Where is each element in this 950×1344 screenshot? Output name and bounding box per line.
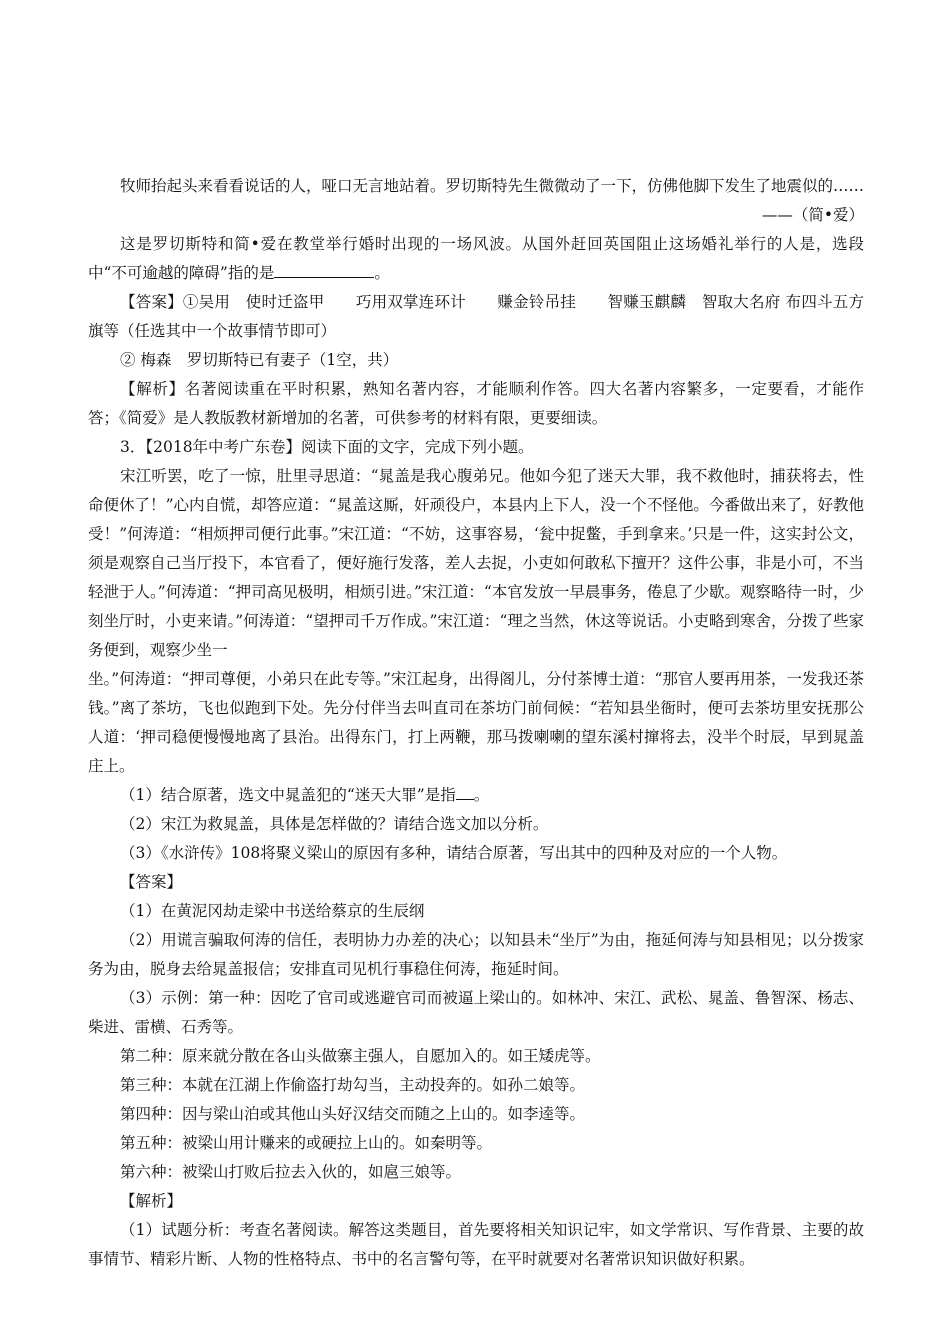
kind-item: 第五种：被梁山用计赚来的或硬拉上山的。如秦明等。 [120,1134,493,1152]
passage-paragraph-b: 坐。”何涛道：“押司尊便，小弟只在此专等。”宋江起身，出得阁儿，分付茶博士道：“那官人要再用茶，一发我还茶钱。”离了茶坊，飞也似跑到下处。先分付伴当去叫直司在茶坊门前伺候：“若知县坐衙时，便可去茶坊里安抚那公人道：‘押司稳便慢慢地离了县治。出得东门，打上两鞭，那马拨喇喇的望东溪村撺将去，没半个时辰，早到晁盖庄上。 [88,670,864,775]
answer-item-2: （2）用谎言骗取何涛的信任，表明协力办差的决心；以知县未“坐厅”为由，拖延何涛与知县相见；以分拨家务为由，脱身去给晁盖报信；安排直司见机行事稳住何涛，拖延时间。 [88,931,864,978]
kind-item: 第六种：被梁山打败后拉去入伙的，如扈三娘等。 [120,1163,462,1181]
kind-item: 第三种：本就在江湖上作偷盗打劫勾当，主动投奔的。如孙二娘等。 [120,1076,586,1094]
source-citation: ——（简•爱） [761,206,864,224]
answer-label: 【答案】 [120,873,183,891]
question-paragraph [88,230,864,288]
document-page [88,172,864,1274]
sub-question-1 [88,781,864,810]
question-3-title: 3．【2018年中考广东卷】阅读下面的文字，完成下列小题。 [120,438,534,456]
answer-line-1: 【答案】①吴用 使时迁盗甲 巧用双掌连环计 赚金铃吊挂 智赚玉麒麟 智取大名府 布四斗五方旗等（任选其中一个故事情节即可） [88,293,864,340]
kind-item: 第二种：原来就分散在各山头做寨主强人，自愿加入的。如王矮虎等。 [120,1047,601,1065]
kind-item: 第四种：因与梁山泊或其他山头好汉结交而随之上山的。如李逵等。 [120,1105,586,1123]
answer-item-1: （1）在黄泥冈劫走梁中书送给蔡京的生辰纲 [120,902,425,920]
answer-line-2: ② 梅森 罗切斯特已有妻子（1空，共） [120,351,399,369]
question-text: 这是罗切斯特和简•爱在教堂举行婚时出现的一场风波。从国外赶回英国阻止这场婚礼举行的人是，选段中“不可逾越的障碍”指的是 [88,235,864,282]
passage-paragraph-a: 宋江听罢，吃了一惊，肚里寻思道：“晁盖是我心腹弟兄。他如今犯了迷天大罪，我不救他时，捕获将去，性命便休了！”心内自慌，却答应道：“晁盖这厮，奸顽役户，本县内上下人，没一个不怪他。今番做出来了，好教他受！”何涛道：“相烦押司便行此事。”宋江道：“不妨，这事容易，‘瓮中捉鳖，手到拿来。’只是一件，这实封公文，须是观察自己当厅投下，本官看了，便好施行发落，差人去捉，小吏如何敢私下擅开？这件公事，非是小可，不当轻泄于人。”何涛道：“押司高见极明，相烦引进。”宋江道：“本官发放一早晨事务，倦息了少歇。观察略待一时，少刻坐厅时，小吏来请。”何涛道：“望押司千万作成。”宋江道：“理之当然，休这等说话。小吏略到寒舍，分拨了些家务便到，观察少坐一 [88,467,864,659]
analysis-paragraph: 【解析】名著阅读重在平时积累，熟知名著内容，才能顺利作答。四大名著内容繁多，一定要看，才能作答；《简爱》是人教版教材新增加的名著，可供参考的材料有限，更要细读。 [88,380,864,427]
sub-question-1-blank [456,781,474,800]
question-end: 。 [374,264,390,282]
sub-question-1-text: （1）结合原著，选文中晁盖犯的“迷天大罪”是指 [120,786,456,804]
analysis-text: （1）试题分析：考查名著阅读。解答这类题目，首先要将相关知识记牢，如文学常识、写作背景、主要的故事情节、精彩片断、人物的性格特点、书中的名言警句等，在平时就要对名著常识知识做好积累。 [88,1221,864,1268]
sub-question-3: （3）《水浒传》108将聚义梁山的原因有多种，请结合原著，写出其中的四种及对应的一个人物。 [120,844,788,862]
answer-item-3: （3）示例：第一种：因吃了官司或逃避官司而被逼上梁山的。如林冲、宋江、武松、晁盖、鲁智深、杨志、柴进、雷横、石秀等。 [88,989,864,1036]
analysis-label: 【解析】 [120,1192,183,1210]
sub-question-1-end: 。 [473,786,490,804]
answer-blank [274,259,374,278]
intro-paragraph: 牧师抬起头来看看说话的人，哑口无言地站着。罗切斯特先生微微动了一下，仿佛他脚下发生了地震似的…… [120,177,865,195]
sub-question-2: （2）宋江为救晁盖，具体是怎样做的？请结合选文加以分析。 [120,815,549,833]
